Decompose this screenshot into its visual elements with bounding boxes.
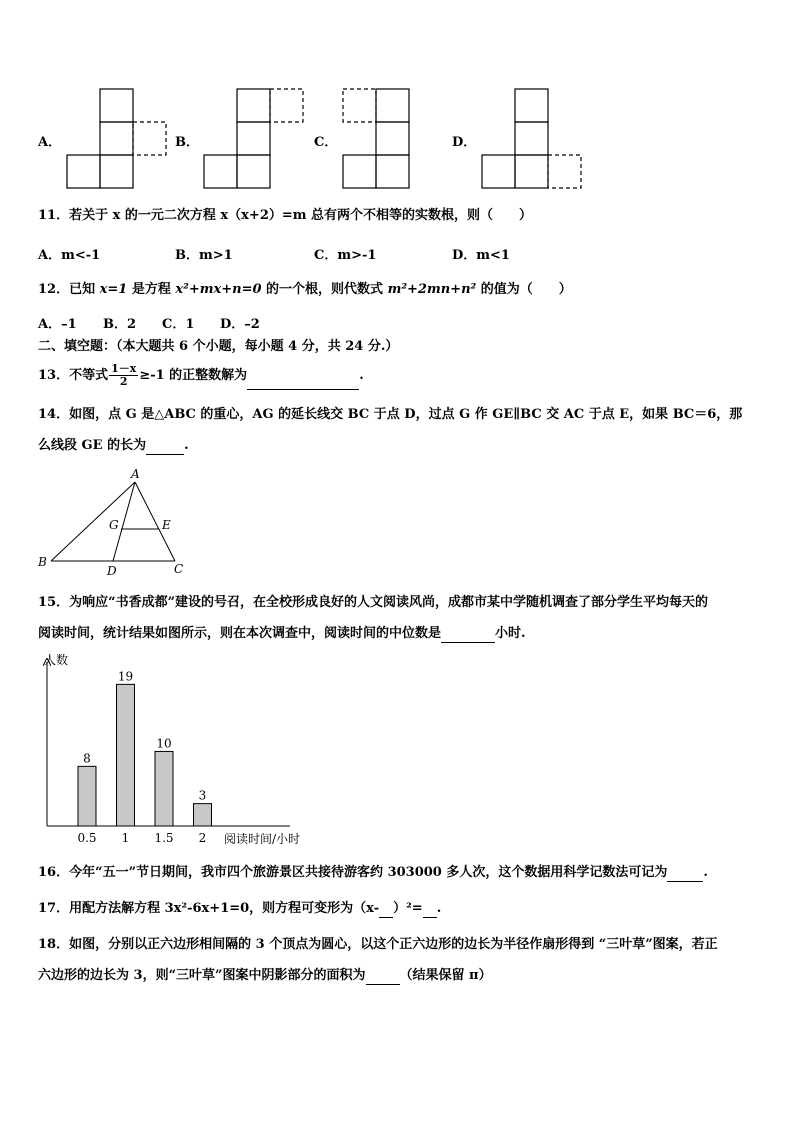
section-2-heading: 二、填空题：（本大题共 6 个小题，每小题 4 分，共 24 分.）: [38, 339, 399, 354]
q15-line2-end: 小时.: [495, 626, 526, 641]
q12-equation: x²+mx+n=0: [175, 282, 262, 297]
q12-text: [38, 281, 572, 299]
label-d: D: [107, 564, 117, 578]
q15-answer-blank[interactable]: [441, 628, 495, 643]
q11-option-c: C．m>-1: [314, 248, 377, 263]
bar-2: [194, 804, 212, 826]
q13-suffix: ≥-1 的正整数解为: [139, 368, 248, 383]
q18-line2-end: （结果保留 π）: [399, 968, 492, 983]
q10-option-c-label: C．: [314, 135, 338, 150]
q12-text-b: 是方程: [127, 282, 176, 297]
q15-line2-text: 阅读时间，统计结果如图所示，则在本次调查中，阅读时间的中位数是: [38, 626, 442, 641]
bar-value-label: 8: [83, 751, 91, 766]
q12-option-d: D．–2: [220, 317, 260, 332]
q10-option-a-label: A．: [38, 135, 62, 150]
y-axis-label: 人数: [44, 653, 69, 667]
q12-text-a: 12．已知: [38, 282, 100, 297]
q17-blank-2[interactable]: [423, 903, 437, 918]
q12-option-c: C．1: [162, 317, 195, 332]
q13-fraction-denominator: 2: [119, 375, 128, 388]
q13-end: .: [359, 368, 364, 383]
label-b: B: [38, 555, 47, 569]
bar-0.5: [78, 766, 96, 826]
bar-value-label: 10: [156, 736, 172, 751]
q14-line1: 14．如图，点 G 是△ABC 的重心，AG 的延长线交 BC 于点 D，过点 G 作 GE∥BC 交 AC 于点 E，如果 BC＝6，那: [38, 407, 743, 422]
q15-line2: [38, 625, 526, 643]
q12-text-d: 的值为（ ）: [476, 282, 572, 297]
q11-option-a: A．m<-1: [38, 248, 101, 263]
bar-value-label: 19: [117, 669, 134, 684]
q13-fraction: [109, 363, 138, 388]
q10-option-b-label: B．: [175, 135, 199, 150]
q16-text: [38, 864, 708, 882]
q13-fraction-numerator: 1－x: [111, 362, 137, 375]
q14-line2: [38, 437, 189, 455]
label-c: C: [174, 562, 184, 576]
q12-option-b: B．2: [103, 317, 137, 332]
q11-option-d: D．m<1: [452, 248, 510, 263]
q11-text: 11．若关于 x 的一元二次方程 x（x+2）=m 总有两个不相等的实数根，则（ ）: [38, 208, 533, 223]
x-axis-label: 阅读时间/小时: [224, 832, 301, 846]
q16-answer-blank[interactable]: [667, 867, 703, 882]
q10-option-b-figure: [203, 88, 305, 190]
q18-line1: 18．如图，分别以正六边形相间隔的 3 个顶点为圆心，以这个正六边形的边长为半径作扇形得到 “三叶草”图案，若正: [38, 937, 718, 952]
q11-option-b: B．m>1: [175, 248, 233, 263]
label-a: A: [131, 467, 140, 481]
q13-prefix: 13．不等式: [38, 368, 109, 383]
q16-text-body: 16．今年“五一”节日期间，我市四个旅游景区共接待游客约 303000 多人次，这个数据用科学记数法可记为: [38, 865, 668, 880]
side-ab: [51, 482, 135, 561]
q12-x-eq: x=1: [99, 282, 128, 297]
q18-line2-text: 六边形的边长为 3，则“三叶草”图案中阴影部分的面积为: [38, 968, 366, 983]
reading-time-bar-chart: [30, 650, 330, 850]
x-tick-label: 1.5: [154, 831, 174, 845]
q18-line2: [38, 967, 492, 985]
q17-prefix: 17．用配方法解方程 3x²-6x+1=0，则方程可变形为（x-: [38, 901, 380, 916]
q13-text: [38, 362, 364, 390]
q17-end: .: [436, 901, 442, 916]
q12-expression: m²+2mn+n²: [387, 282, 477, 297]
bar-1.5: [155, 751, 173, 826]
q17-text: [38, 900, 441, 918]
q12-text-c: 的一个根，则代数式: [261, 282, 388, 297]
q17-mid: ）²=: [393, 901, 423, 916]
q14-line2-text: 么线段 GE 的长为: [38, 438, 147, 453]
q10-option-d-label: D．: [452, 135, 477, 150]
q10-option-a-figure: [66, 88, 168, 190]
q17-blank-1[interactable]: [379, 903, 393, 918]
bar-value-label: 3: [198, 788, 207, 803]
q12-option-a: A．–1: [38, 317, 77, 332]
label-g: G: [109, 518, 119, 532]
q15-line1: 15．为响应“书香成都”建设的号召，在全校形成良好的人文阅读风尚，成都市某中学随机调查了部分学生平均每天的: [38, 595, 709, 610]
q16-end: .: [703, 865, 708, 880]
q18-answer-blank[interactable]: [366, 970, 400, 985]
q14-answer-blank[interactable]: [146, 440, 184, 455]
bar-1: [117, 684, 135, 826]
q13-answer-blank[interactable]: [247, 375, 359, 390]
x-tick-label: 2: [198, 831, 207, 845]
triangle-figure: [30, 462, 200, 580]
q10-option-d-figure: [481, 88, 584, 190]
label-e: E: [162, 518, 171, 532]
x-tick-label: 0.5: [77, 831, 97, 845]
q10-option-c-figure: [342, 88, 412, 190]
q14-end: .: [184, 438, 189, 453]
x-tick-label: 1: [121, 831, 130, 845]
